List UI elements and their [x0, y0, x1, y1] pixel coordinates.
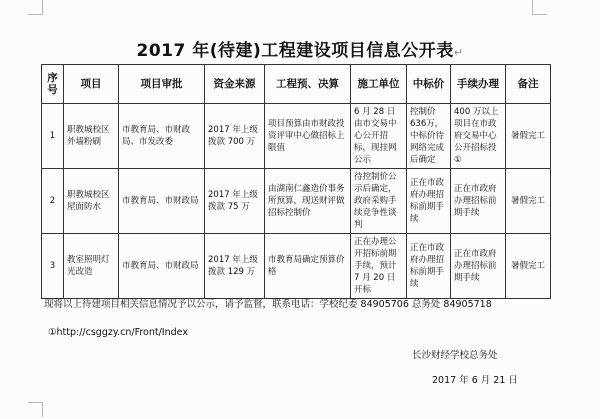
- crop-mark-top-left: [28, 0, 43, 15]
- page-title: [0, 36, 600, 61]
- cell-budget: 由湖南仁鑫造价事务所预算，现送财评做招标控制价: [265, 169, 351, 234]
- cell-budget: 项目预算由市财政投资评审中心做招标上限值: [265, 104, 351, 169]
- cell-approval: 市教育局、市财政局、市发改委: [119, 104, 205, 169]
- project-info-table: [41, 64, 551, 299]
- cell-budget: 市教育局确定预算价格: [265, 234, 351, 299]
- cell-remark: 暑假完工: [506, 104, 551, 169]
- table-row: [42, 169, 551, 234]
- document-date: 2017 年 6 月 21 日: [432, 375, 518, 386]
- header-contractor: 施工单位: [351, 65, 407, 104]
- table-row: [42, 234, 551, 299]
- cell-no: 3: [42, 234, 64, 299]
- cell-contractor: 待控制价公示后确定，政府采购手续竞争性谈判: [351, 169, 407, 234]
- table-header-row: [42, 65, 551, 104]
- cell-procedures: 400 万以上项目在市政府交易中心公开招标投①: [451, 104, 506, 169]
- organization-name: 长沙财经学校总务处: [412, 350, 498, 361]
- cell-funding: 2017 年上级拨款 75 万: [205, 169, 265, 234]
- header-remark: 备注: [506, 65, 551, 104]
- cell-procedures: 正在市政府办理招标前期手续: [451, 169, 506, 234]
- paragraph-mark: ↵: [453, 46, 464, 59]
- cell-approval: 市教育局、市财政局: [119, 234, 205, 299]
- header-funding: 资金来源: [205, 65, 265, 104]
- notice-text: 现将以上待建项目相关信息情况予以公示，请予监督，联系电话：学校纪委 84905706 总务处 84905718: [44, 299, 492, 310]
- header-no: 序号: [42, 65, 64, 104]
- cell-bid-price: 正在市政府办理招标前期手续: [407, 169, 451, 234]
- footnote-link[interactable]: ①http://csggzy.cn/Front/Index: [48, 327, 188, 338]
- cell-project: 职教城校区外墙粉刷: [64, 104, 119, 169]
- header-project: 项目: [64, 65, 119, 104]
- cell-contractor: 6 月 28 日由市交易中心公开招标，现挂网公示: [351, 104, 407, 169]
- page-title-text: 2017 年(待建)工程建设项目信息公开表: [136, 41, 454, 61]
- cell-remark: 暑假完工: [506, 169, 551, 234]
- header-budget: 工程预、决算: [265, 65, 351, 104]
- cell-project: 教室照明灯光改造: [64, 234, 119, 299]
- cell-no: 1: [42, 104, 64, 169]
- header-bid-price: 中标价: [407, 65, 451, 104]
- cell-no: 2: [42, 169, 64, 234]
- cell-remark: 暑假完工: [506, 234, 551, 299]
- cell-approval: 市教育局、市财政局: [119, 169, 205, 234]
- cell-bid-price: 控制价636万，中标价待网络完成后确定: [407, 104, 451, 169]
- cell-funding: 2017 年上级拨款 700 万: [205, 104, 265, 169]
- cell-procedures: 正在市政府办理招标前期手续: [451, 234, 506, 299]
- crop-mark-top-right: [532, 0, 547, 15]
- cell-bid-price: 正在市政府办理招标前期手续: [407, 234, 451, 299]
- header-procedures: 手续办理: [451, 65, 506, 104]
- header-approval: 项目审批: [119, 65, 205, 104]
- cell-project: 职教城校区屋面防水: [64, 169, 119, 234]
- cell-funding: 2017 年上级拨款 129 万: [205, 234, 265, 299]
- cell-contractor: 正在办理公开招标前期手续，预计 7 月 20 日开标: [351, 234, 407, 299]
- table-row: [42, 104, 551, 169]
- crop-mark-bottom-left: [28, 402, 43, 417]
